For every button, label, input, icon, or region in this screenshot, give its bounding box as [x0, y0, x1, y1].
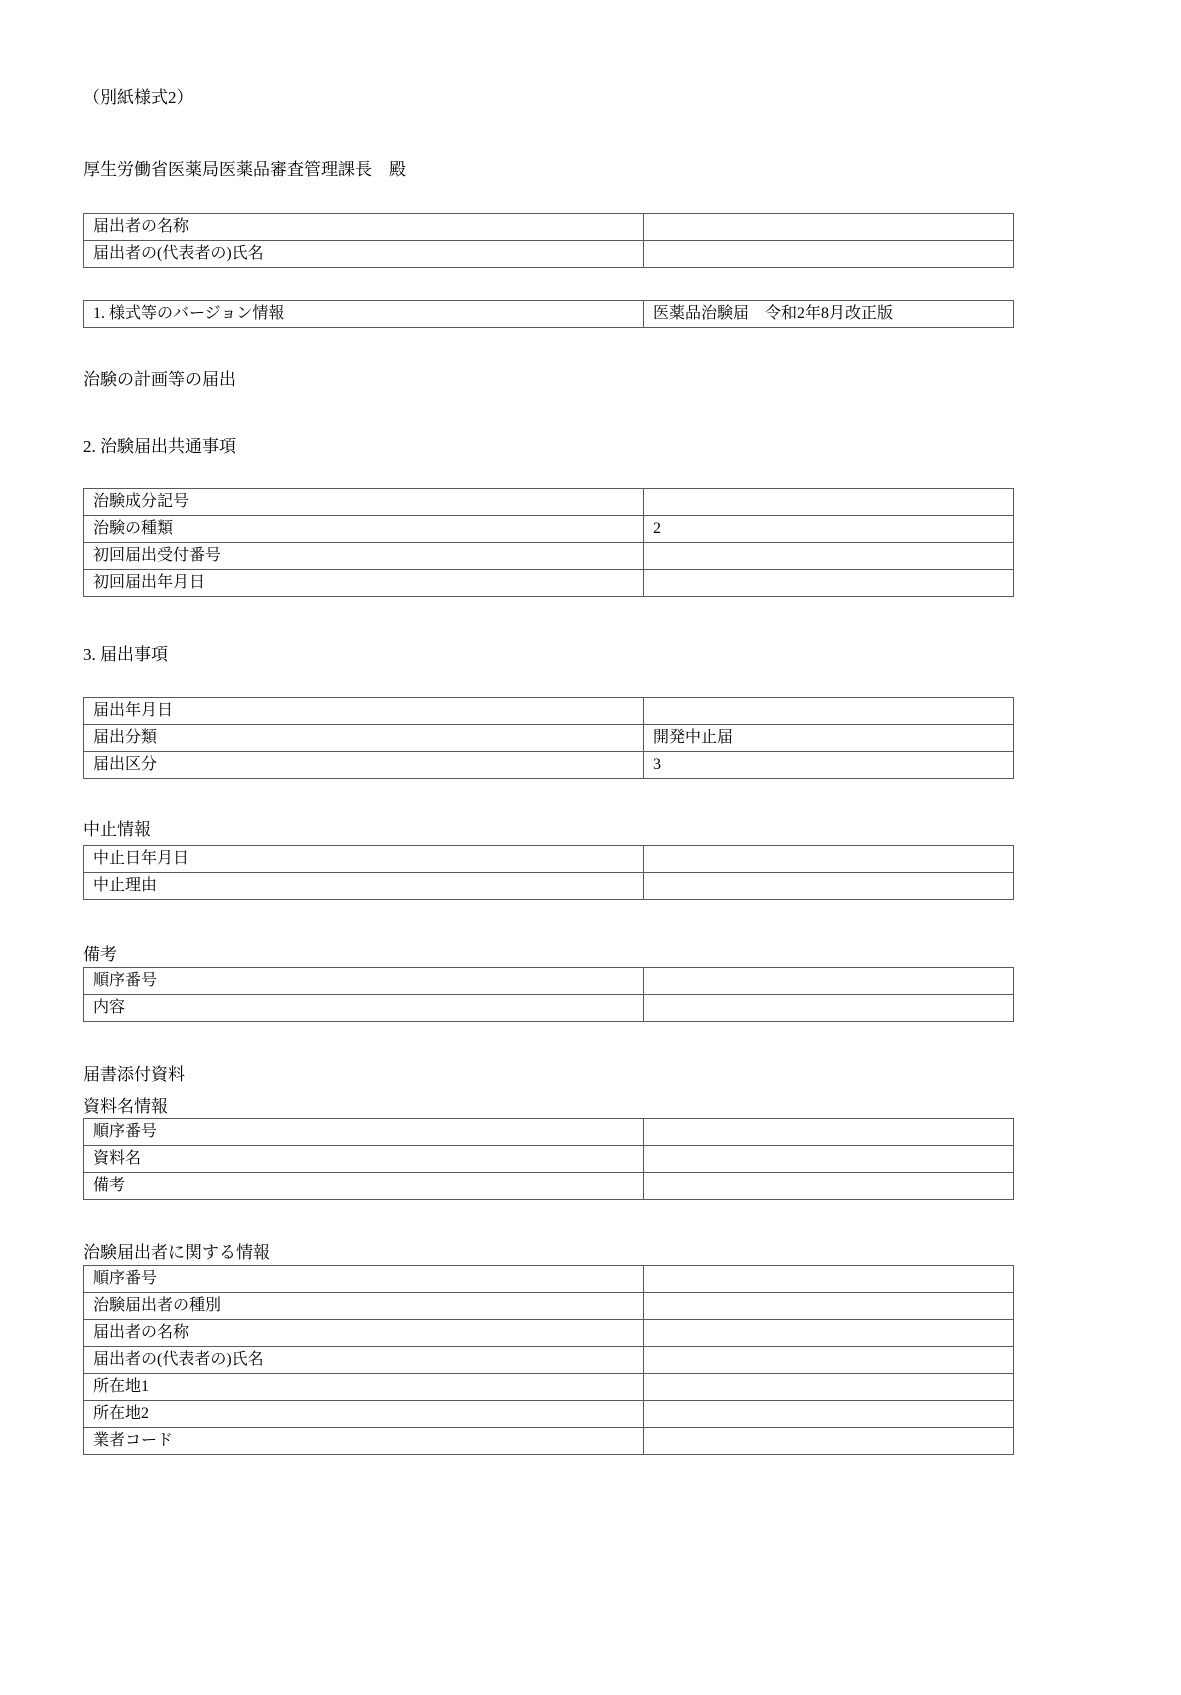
heading-common-items: 2. 治験届出共通事項: [83, 437, 236, 456]
field-label: 資料名: [84, 1146, 644, 1173]
table-row: [84, 968, 1014, 995]
table-row: [84, 1119, 1014, 1146]
notification-items-table: [83, 697, 1014, 779]
table-row: [84, 1401, 1014, 1428]
table-row: [84, 489, 1014, 516]
heading-notifier-info: 治験届出者に関する情報: [83, 1243, 270, 1262]
field-value: [644, 1173, 1014, 1200]
field-value: [644, 214, 1014, 241]
field-label: 所在地2: [84, 1401, 644, 1428]
field-value: [644, 846, 1014, 873]
field-value: 医薬品治験届 令和2年8月改正版: [644, 301, 1014, 328]
table-row: [84, 241, 1014, 268]
field-value: [644, 1347, 1014, 1374]
field-label: 1. 様式等のバージョン情報: [84, 301, 644, 328]
field-value: [644, 570, 1014, 597]
field-label: 中止日年月日: [84, 846, 644, 873]
field-value: 2: [644, 516, 1014, 543]
table-row: [84, 873, 1014, 900]
field-value: [644, 241, 1014, 268]
addressee-line: 厚生労働省医薬局医薬品審査管理課長 殿: [83, 160, 406, 179]
field-label: 治験の種類: [84, 516, 644, 543]
table-row: [84, 301, 1014, 328]
field-label: 届出者の(代表者の)氏名: [84, 1347, 644, 1374]
field-value: [644, 698, 1014, 725]
heading-attached-documents: 届書添付資料: [83, 1065, 185, 1084]
field-value: [644, 1293, 1014, 1320]
field-value: [644, 1374, 1014, 1401]
field-value: [644, 995, 1014, 1022]
field-label: 初回届出受付番号: [84, 543, 644, 570]
table-row: [84, 516, 1014, 543]
field-value: [644, 873, 1014, 900]
field-value: 3: [644, 752, 1014, 779]
field-label: 治験届出者の種別: [84, 1293, 644, 1320]
remarks-table: [83, 967, 1014, 1022]
notifier-info-table: [83, 1265, 1014, 1455]
field-label: 中止理由: [84, 873, 644, 900]
document-name-table: [83, 1118, 1014, 1200]
field-value: [644, 543, 1014, 570]
heading-document-name-info: 資料名情報: [83, 1097, 168, 1116]
field-label: 順序番号: [84, 968, 644, 995]
field-value: [644, 968, 1014, 995]
field-value: 開発中止届: [644, 725, 1014, 752]
table-row: [84, 1374, 1014, 1401]
field-label: 業者コード: [84, 1428, 644, 1455]
field-label: 治験成分記号: [84, 489, 644, 516]
form-note: （別紙様式2）: [83, 88, 194, 107]
field-label: 順序番号: [84, 1119, 644, 1146]
heading-notification-items: 3. 届出事項: [83, 645, 168, 664]
field-value: [644, 489, 1014, 516]
table-row: [84, 698, 1014, 725]
field-value: [644, 1428, 1014, 1455]
table-row: [84, 1146, 1014, 1173]
field-label: 内容: [84, 995, 644, 1022]
field-value: [644, 1146, 1014, 1173]
field-label: 初回届出年月日: [84, 570, 644, 597]
table-row: [84, 1173, 1014, 1200]
table-row: [84, 570, 1014, 597]
field-label: 順序番号: [84, 1266, 644, 1293]
field-label: 届出者の名称: [84, 1320, 644, 1347]
table-row: [84, 846, 1014, 873]
table-row: [84, 1320, 1014, 1347]
table-row: [84, 214, 1014, 241]
field-value: [644, 1266, 1014, 1293]
table-row: [84, 1293, 1014, 1320]
document-page: [83, 0, 1013, 1455]
table-row: [84, 1428, 1014, 1455]
field-label: 届出者の名称: [84, 214, 644, 241]
field-label: 届出者の(代表者の)氏名: [84, 241, 644, 268]
field-value: [644, 1119, 1014, 1146]
table-row: [84, 725, 1014, 752]
field-label: 備考: [84, 1173, 644, 1200]
discontinuation-table: [83, 845, 1014, 900]
heading-remarks: 備考: [83, 945, 117, 964]
field-value: [644, 1320, 1014, 1347]
version-table: [83, 300, 1014, 328]
field-label: 届出年月日: [84, 698, 644, 725]
field-label: 所在地1: [84, 1374, 644, 1401]
table-row: [84, 995, 1014, 1022]
field-value: [644, 1401, 1014, 1428]
notifier-table: [83, 213, 1014, 268]
heading-plan-notification: 治験の計画等の届出: [83, 370, 236, 389]
table-row: [84, 752, 1014, 779]
table-row: [84, 543, 1014, 570]
field-label: 届出区分: [84, 752, 644, 779]
common-items-table: [83, 488, 1014, 597]
table-row: [84, 1347, 1014, 1374]
heading-discontinuation-info: 中止情報: [83, 820, 151, 839]
table-row: [84, 1266, 1014, 1293]
field-label: 届出分類: [84, 725, 644, 752]
